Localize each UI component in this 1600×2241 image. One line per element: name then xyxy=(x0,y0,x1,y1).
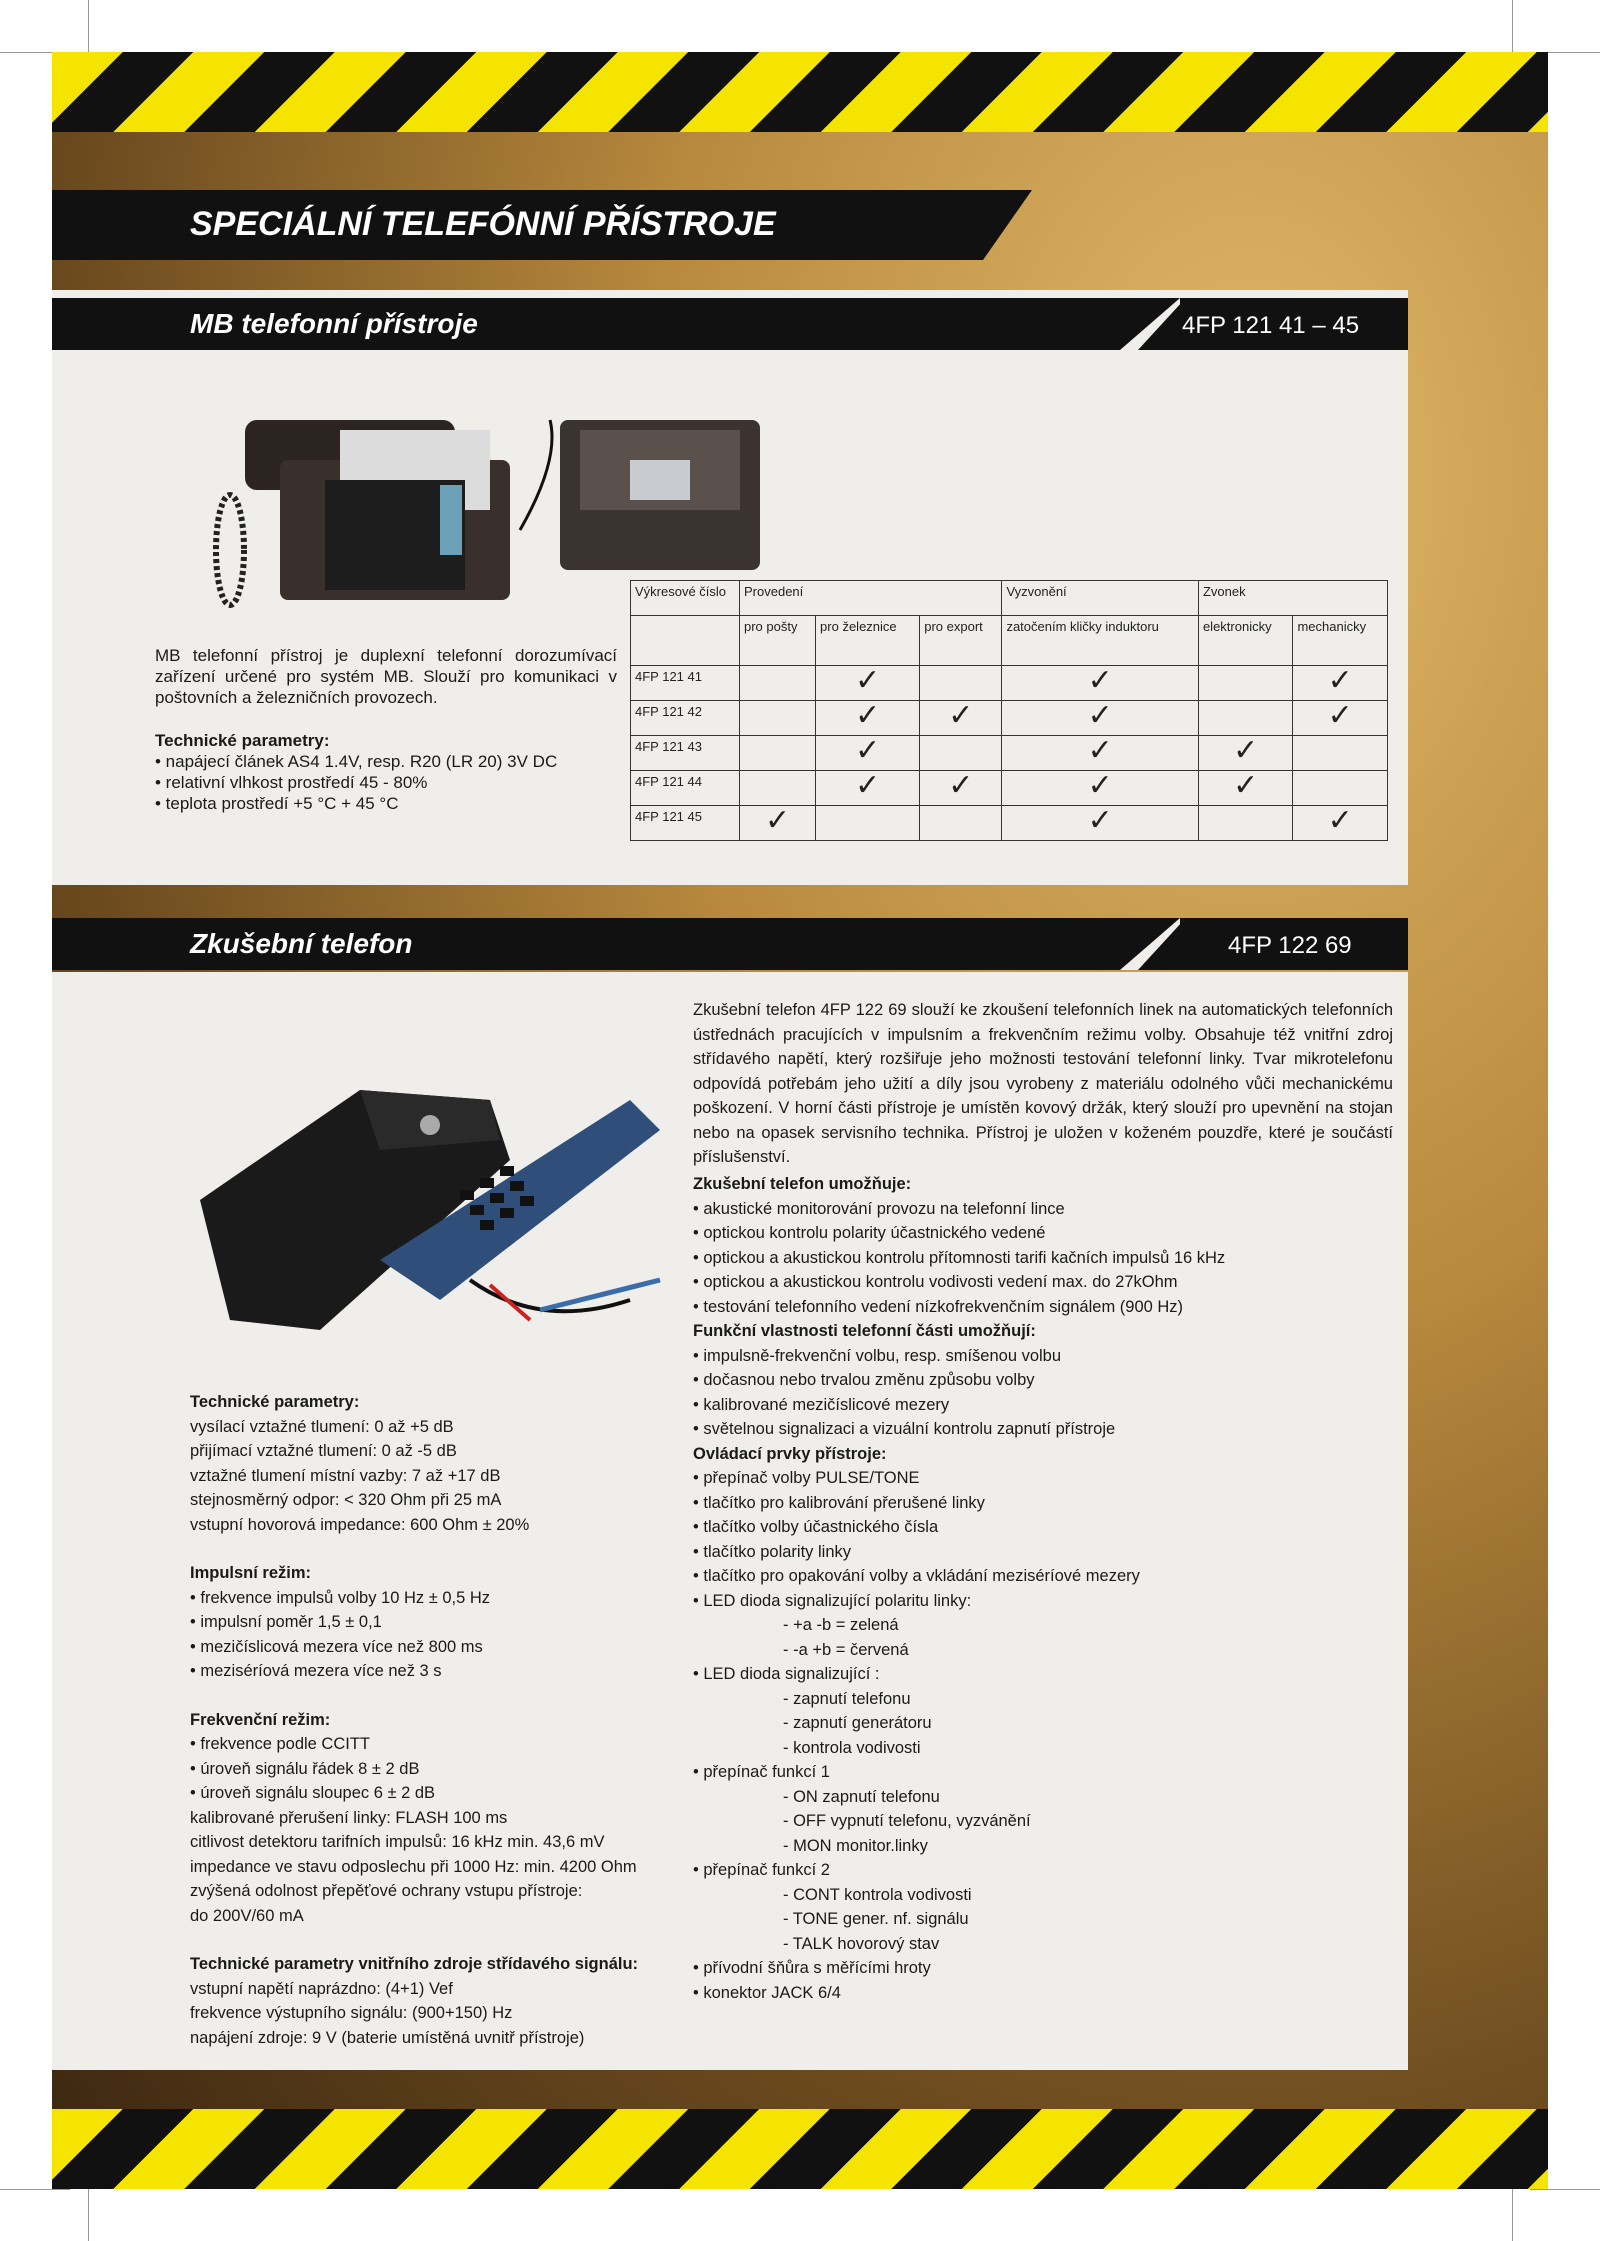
table-row xyxy=(631,666,1388,701)
table-cell-empty xyxy=(920,806,1002,841)
table-row xyxy=(631,736,1388,771)
ctrl-item: • LED dioda signalizující polaritu linky: xyxy=(693,1591,972,1610)
section1-param: • teplota prostředí +5 °C + 45 °C xyxy=(155,794,399,813)
ctrl-item: - OFF vypnutí telefonu, vyzvánění xyxy=(783,1812,1031,1830)
spacer xyxy=(190,1684,680,1708)
ctrl-item: • tlačítko volby účastnického čísla xyxy=(693,1518,939,1536)
table-cell-code: 4FP 121 42 xyxy=(631,701,740,736)
check-mark-icon: ✓ xyxy=(816,701,920,736)
freq-item: kalibrované přerušení linky: FLASH 100 ms xyxy=(190,1808,508,1827)
tech-item: stejnosměrný odpor: < 320 Ohm při 25 mA xyxy=(190,1491,502,1509)
check-mark-icon: ✓ xyxy=(740,806,816,841)
table-cell-code: 4FP 121 43 xyxy=(631,736,740,771)
check-mark-icon: ✓ xyxy=(1002,701,1199,736)
table-header-empty xyxy=(631,616,740,666)
table-header: Výkresové číslo xyxy=(631,581,740,616)
table-header: Zvonek xyxy=(1198,581,1387,616)
table-header: Provedení xyxy=(740,581,1002,616)
pulse-heading: Impulsní režim: xyxy=(190,1564,312,1582)
table-cell-code: 4FP 121 41 xyxy=(631,666,740,701)
section1-param: • napájecí článek AS4 1.4V, resp. R20 (LR 20) 3V DC xyxy=(155,752,558,771)
check-mark-icon: ✓ xyxy=(816,771,920,806)
table-header: mechanicky xyxy=(1293,616,1388,666)
func-item: • kalibrované mezičíslicové mezery xyxy=(693,1395,950,1414)
table-cell-empty xyxy=(740,701,816,736)
source-heading: Technické parametry vnitřního zdroje střídavého signálu: xyxy=(190,1955,639,1973)
check-mark-icon: ✓ xyxy=(1293,701,1388,736)
ctrl-heading: Ovládací prvky přístroje: xyxy=(693,1444,887,1463)
ctrl-item: - +a -b = zelená xyxy=(783,1616,899,1634)
ctrl-item: - kontrola vodivosti xyxy=(783,1738,921,1757)
ctrl-item: - TONE gener. nf. signálu xyxy=(783,1910,969,1928)
table-cell-empty xyxy=(920,666,1002,701)
check-mark-icon: ✓ xyxy=(1002,736,1199,771)
section1-code: 4FP 121 41 – 45 xyxy=(1182,312,1360,339)
check-mark-icon: ✓ xyxy=(1293,806,1388,841)
pulse-item: • frekvence impulsů volby 10 Hz ± 0,5 Hz xyxy=(190,1588,491,1607)
func-item: • impulsně-frekvenční volbu, resp. smíšenou volbu xyxy=(693,1346,1062,1365)
table-cell-empty xyxy=(740,771,816,806)
table-row xyxy=(631,771,1388,806)
allows-item: • akustické monitorování provozu na telefonní lince xyxy=(693,1199,1065,1218)
ctrl-item: • přepínač funkcí 2 xyxy=(693,1861,830,1879)
ctrl-item: - zapnutí generátoru xyxy=(783,1714,932,1732)
check-mark-icon: ✓ xyxy=(1198,736,1293,771)
table-cell-empty xyxy=(920,736,1002,771)
hazard-stripe-bottom xyxy=(52,2109,1548,2189)
table-row xyxy=(631,806,1388,841)
allows-heading: Zkušební telefon umožňuje: xyxy=(693,1175,912,1193)
freq-item: do 200V/60 mA xyxy=(190,1906,304,1925)
freq-item: • úroveň signálu sloupec 6 ± 2 dB xyxy=(190,1784,436,1802)
source-item: napájení zdroje: 9 V (baterie umístěná uvnitř přístroje) xyxy=(190,2028,585,2047)
table-header: Vyzvonění xyxy=(1002,581,1199,616)
tech-item: přijímací vztažné tlumení: 0 až -5 dB xyxy=(190,1442,457,1460)
tech-item: vztažné tlumení místní vazby: 7 až +17 dB xyxy=(190,1466,501,1485)
ctrl-item: • LED dioda signalizující : xyxy=(693,1665,880,1683)
table-cell-empty xyxy=(1198,666,1293,701)
allows-item: • optickou a akustickou kontrolu přítomnosti tarifi kačních impulsů 16 kHz xyxy=(693,1248,1226,1267)
table-cell-empty xyxy=(740,736,816,771)
crop-mark xyxy=(1530,2189,1600,2190)
hazard-stripe-top xyxy=(52,52,1548,132)
table-header: pro železnice xyxy=(816,616,920,666)
check-mark-icon: ✓ xyxy=(1198,771,1293,806)
allows-item: • optickou kontrolu polarity účastnického vedené xyxy=(693,1224,1046,1242)
section1-param: • relativní vlhkost prostředí 45 - 80% xyxy=(155,773,428,792)
section1-description: MB telefonní přístroj je duplexní telefonní dorozumívací zařízení určené pro systém MB. Slouží pro komunikaci v poštovních a železničních provozech. xyxy=(155,646,617,707)
freq-item: impedance ve stavu odposlechu při 1000 Hz: min. 4200 Ohm xyxy=(190,1857,637,1876)
check-mark-icon: ✓ xyxy=(816,666,920,701)
func-item: • dočasnou nebo trvalou změnu způsobu volby xyxy=(693,1371,1035,1389)
freq-item: • frekvence podle CCITT xyxy=(190,1735,371,1753)
ctrl-item: - ON zapnutí telefonu xyxy=(783,1787,940,1806)
table-cell-empty xyxy=(1293,771,1388,806)
table-cell-empty xyxy=(1198,806,1293,841)
spacer xyxy=(190,1537,680,1561)
source-item: vstupní napětí naprázdno: (4+1) Vef xyxy=(190,1979,453,1998)
check-mark-icon: ✓ xyxy=(1002,771,1199,806)
table-cell-empty xyxy=(1198,701,1293,736)
test-telephone-image xyxy=(190,1070,700,1350)
source-item: frekvence výstupního signálu: (900+150) Hz xyxy=(190,2004,513,2022)
ctrl-item: - CONT kontrola vodivosti xyxy=(783,1885,972,1904)
table-header: pro pošty xyxy=(740,616,816,666)
freq-item: • úroveň signálu řádek 8 ± 2 dB xyxy=(190,1759,420,1778)
ctrl-item: • tlačítko polarity linky xyxy=(693,1542,851,1561)
spacer xyxy=(190,1928,680,1952)
table-cell-code: 4FP 121 45 xyxy=(631,806,740,841)
check-mark-icon: ✓ xyxy=(920,701,1002,736)
func-heading: Funkční vlastnosti telefonní části umožňují: xyxy=(693,1322,1036,1340)
ctrl-item: - -a +b = červená xyxy=(783,1640,909,1659)
pulse-item: • mezičíslicová mezera více než 800 ms xyxy=(190,1637,483,1656)
func-item: • světelnou signalizaci a vizuální kontrolu zapnutí přístroje xyxy=(693,1420,1116,1438)
table-header: pro export xyxy=(920,616,1002,666)
ctrl-item: • přepínač volby PULSE/TONE xyxy=(693,1469,920,1487)
freq-item: citlivost detektoru tarifních impulsů: 16 kHz min. 43,6 mV xyxy=(190,1833,605,1851)
ctrl-item: • konektor JACK 6/4 xyxy=(693,1983,841,2002)
section2-code: 4FP 122 69 xyxy=(1228,932,1352,959)
table-header: zatočením kličky induktoru xyxy=(1002,616,1199,666)
tech-heading: Technické parametry: xyxy=(190,1393,360,1411)
check-mark-icon: ✓ xyxy=(1293,666,1388,701)
ctrl-item: • přepínač funkcí 1 xyxy=(693,1763,830,1781)
pulse-item: • impulsní poměr 1,5 ± 0,1 xyxy=(190,1613,382,1631)
table-cell-empty xyxy=(1293,736,1388,771)
allows-item: • optickou a akustickou kontrolu vodivosti vedení max. do 27kOhm xyxy=(693,1273,1178,1291)
section2-right-column xyxy=(693,1172,1393,2005)
table-cell-code: 4FP 121 44 xyxy=(631,771,740,806)
section2-left-column xyxy=(190,1390,680,2050)
crop-mark xyxy=(0,2189,70,2190)
ctrl-item: - MON monitor.linky xyxy=(783,1836,928,1855)
pulse-item: • meziséríová mezera více než 3 s xyxy=(190,1662,442,1680)
table-header: elektronicky xyxy=(1198,616,1293,666)
ctrl-item: • tlačítko pro opakování volby a vkládání meziséríové mezery xyxy=(693,1567,1140,1585)
table-row xyxy=(631,701,1388,736)
table-cell-empty xyxy=(740,666,816,701)
tech-item: vstupní hovorová impedance: 600 Ohm ± 20% xyxy=(190,1515,530,1534)
ctrl-item: - zapnutí telefonu xyxy=(783,1689,911,1708)
table-cell-empty xyxy=(816,806,920,841)
freq-item: zvýšená odolnost přepěťové ochrany vstupu přístroje: xyxy=(190,1882,583,1900)
ctrl-item: • přívodní šňůra s měřícími hroty xyxy=(693,1959,931,1977)
section1-title: MB telefonní přístroje xyxy=(190,308,478,339)
section2-intro: Zkušební telefon 4FP 122 69 slouží ke zkoušení telefonních linek na automatických telefonních ústřednách pracujících v impulsním a frekvenčním režimu volby. Obsahuje též vnitřní zdroj střídavého napětí, který rozšiřuje jeho možnosti testování telefonní linky. Tvar mikrotelefonu odpovídá potřebám jeho užití a díly jsou vyrobeny z materiálu odolného vůči mechanickému poškození. V horní části přístroje je umístěn kovový držák, který slouží pro upevnění na stojan nebo na opasek servisního technika. Přístroj je uložen v koženém pouzdře, které je součástí příslušenství. xyxy=(693,1001,1393,1166)
tech-item: vysílací vztažné tlumení: 0 až +5 dB xyxy=(190,1417,454,1436)
check-mark-icon: ✓ xyxy=(1002,806,1199,841)
check-mark-icon: ✓ xyxy=(920,771,1002,806)
page-title: SPECIÁLNÍ TELEFÓNNÍ PŘÍSTROJE xyxy=(190,205,776,243)
section1-params-heading: Technické parametry: xyxy=(155,731,330,750)
ctrl-item: - TALK hovorový stav xyxy=(783,1934,940,1953)
ctrl-item: • tlačítko pro kalibrování přerušené linky xyxy=(693,1493,985,1512)
check-mark-icon: ✓ xyxy=(816,736,920,771)
section2-title: Zkušební telefon xyxy=(190,928,413,959)
check-mark-icon: ✓ xyxy=(1002,666,1199,701)
allows-item: • testování telefonního vedení nízkofrekvenčním signálem (900 Hz) xyxy=(693,1297,1184,1316)
spec-table xyxy=(630,580,1388,841)
freq-heading: Frekvenční režim: xyxy=(190,1710,331,1729)
